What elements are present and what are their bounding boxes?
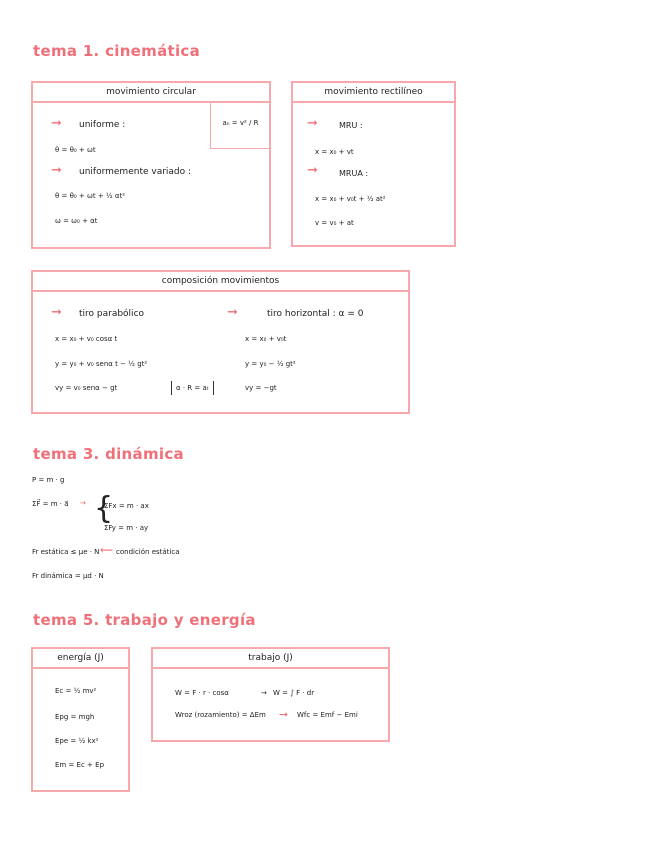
eq-uv-1: θ = θ₀ + ωt + ½ αt² <box>55 192 126 200</box>
label-mrua: MRUA : <box>339 169 369 178</box>
arrow-icon: ➞ <box>227 305 238 320</box>
eq-horizontal-1: x = x₀ + v₀t <box>245 335 287 343</box>
arrow-icon: → <box>261 689 267 697</box>
box-movimiento-circular <box>31 81 271 249</box>
box-header: energía (J) <box>33 649 128 669</box>
box-header: trabajo (J) <box>153 649 388 669</box>
eq-epe: Epe = ½ kx² <box>55 737 99 745</box>
eq-parabolico-1: x = x₀ + v₀ cosα t <box>55 335 118 343</box>
box-header: composición movimientos <box>33 272 408 292</box>
eq-epg: Epg = mgh <box>55 713 95 721</box>
formula-tangencial: α · R = aₜ <box>171 381 214 395</box>
section-title-trabajo: tema 5. trabajo y energía <box>33 611 256 629</box>
eq-horizontal-2: y = y₀ − ½ gt² <box>245 360 296 368</box>
box-header: movimiento circular <box>33 83 269 103</box>
label-uniformemente-variado: uniformemente variado : <box>79 167 192 177</box>
label-tiro-parabolico: tiro parabólico <box>79 309 145 319</box>
section-title-dinamica: tema 3. dinámica <box>33 445 184 463</box>
eq-horizontal-3: vy = −gt <box>245 384 277 392</box>
eq-rozamiento-dinamico: Fr dinámica = μd · N <box>32 572 104 580</box>
eq-uv-2: ω = ω₀ + αt <box>55 217 98 225</box>
formula-aceleracion-normal: aₙ = v² / R <box>210 101 270 149</box>
eq-peso: P = m · g <box>32 476 65 484</box>
arrow-icon: ➞ <box>279 708 289 721</box>
eq-newton: ΣF⃗ = m · a⃗ <box>32 500 69 508</box>
arrow-icon: ➞ <box>51 163 62 178</box>
label-condicion-estatica: condición estática <box>116 548 180 556</box>
eq-trabajo-fc: Wfc = Emf − Emi <box>297 711 358 719</box>
eq-ec: Ec = ½ mv² <box>55 687 97 695</box>
arrow-icon: ➞ <box>307 163 318 178</box>
eq-parabolico-2: y = y₀ + v₀ senα t − ½ gt² <box>55 360 148 368</box>
box-energia <box>31 647 130 792</box>
eq-mru: x = x₀ + vt <box>315 148 354 156</box>
box-movimiento-rectilineo <box>291 81 456 247</box>
eq-mrua-1: x = x₀ + v₀t + ½ at² <box>315 195 386 203</box>
box-trabajo <box>151 647 390 742</box>
label-uniforme: uniforme : <box>79 120 126 130</box>
eq-uniforme: θ = θ₀ + ωt <box>55 146 96 154</box>
brace-icon: { <box>94 491 114 526</box>
arrow-left-icon: ⟵ <box>100 546 113 556</box>
eq-trabajo-rozamiento: Wroz (rozamiento) = ΔEm <box>175 711 266 719</box>
box-composicion-movimientos <box>31 270 410 414</box>
arrow-icon: ➞ <box>51 116 62 131</box>
eq-trabajo-1: W = F · r · cosα <box>175 689 229 697</box>
label-mru: MRU : <box>339 121 363 130</box>
arrow-icon: ➞ <box>51 305 62 320</box>
arrow-icon: → <box>80 499 86 507</box>
eq-trabajo-2: W = ∫ F · dr <box>273 689 315 697</box>
eq-parabolico-3: vy = v₀ senα − gt <box>55 384 118 392</box>
box-header: movimiento rectilíneo <box>293 83 454 103</box>
section-title-cinematica: tema 1. cinemática <box>33 42 201 60</box>
label-tiro-horizontal: tiro horizontal : α = 0 <box>267 309 364 319</box>
eq-mrua-2: v = v₀ + at <box>315 219 354 227</box>
eq-fx: ΣFx = m · ax <box>104 502 149 510</box>
eq-em: Em = Ec + Ep <box>55 761 105 769</box>
arrow-icon: ➞ <box>307 116 318 131</box>
eq-fy: ΣFy = m · ay <box>104 524 149 532</box>
eq-rozamiento-estatico: Fr estática ≤ μe · N <box>32 548 100 556</box>
